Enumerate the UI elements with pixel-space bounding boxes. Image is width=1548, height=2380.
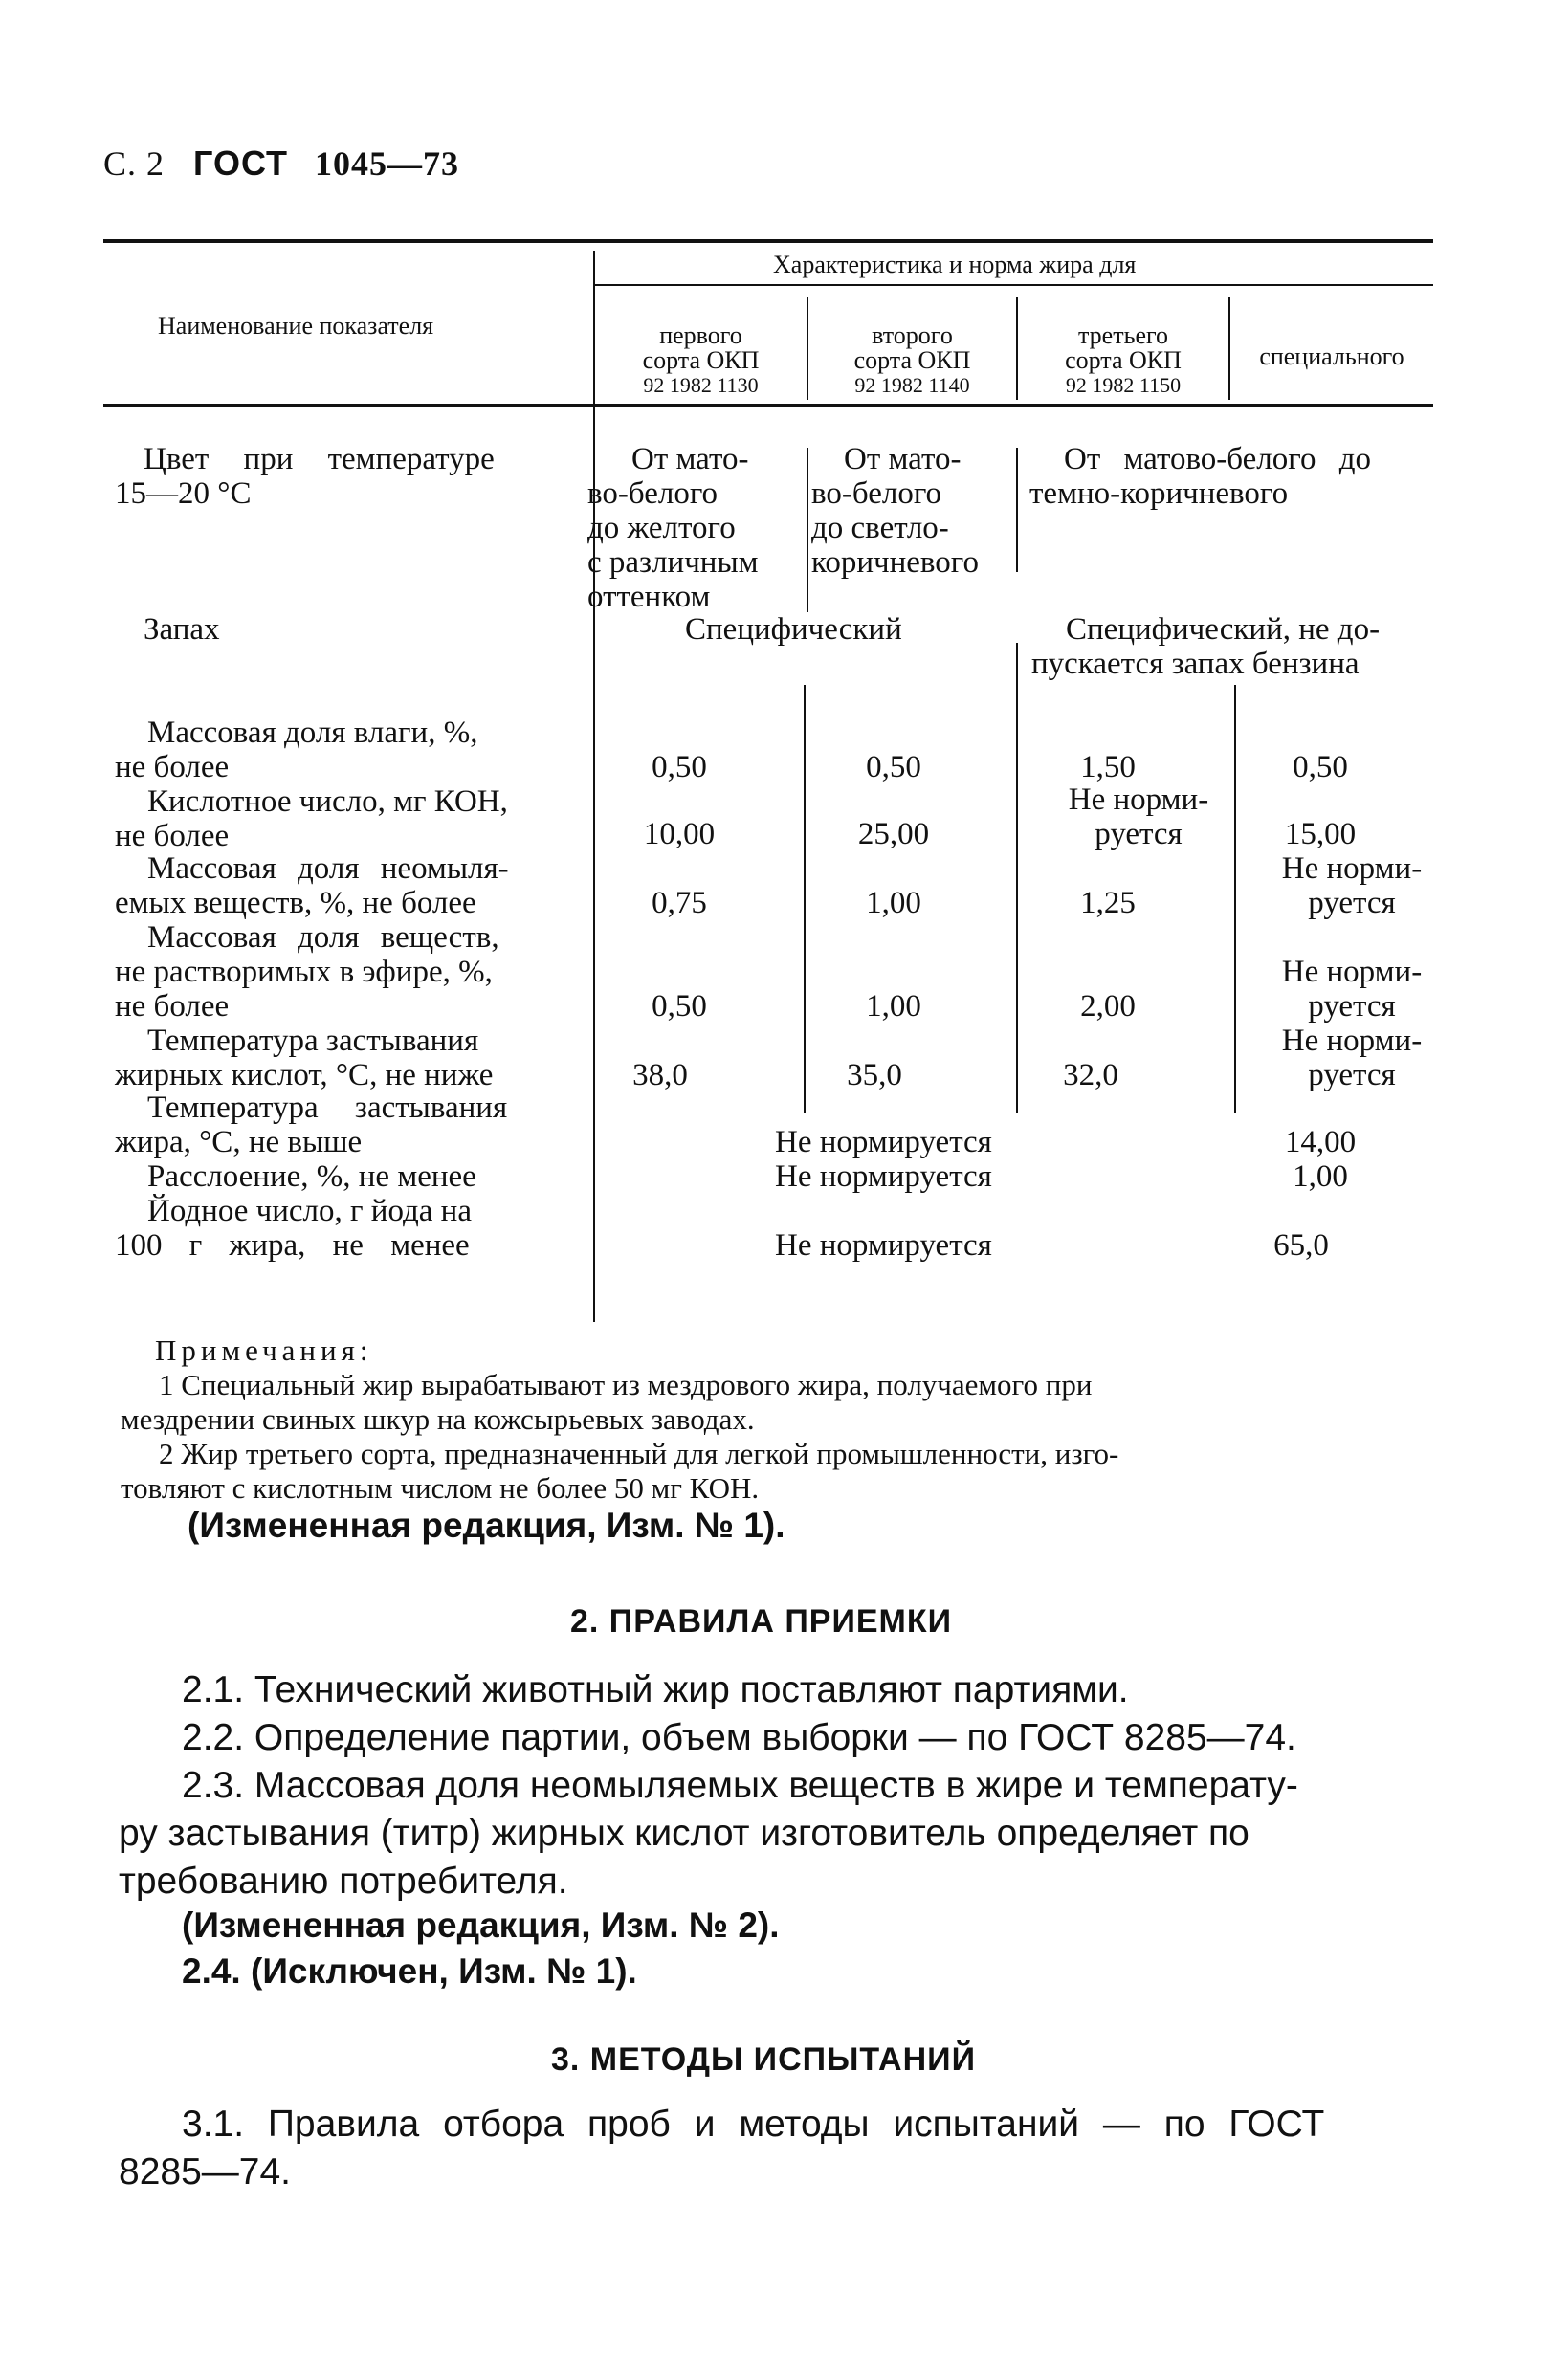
- insol-second: 1,00: [866, 989, 921, 1024]
- standard-label: ГОСТ: [193, 143, 289, 183]
- row-smell-third-special: Специфический, не до- пускается запах бензина: [1031, 612, 1381, 681]
- unsap-third: 1,25: [1080, 886, 1136, 920]
- page-header: [103, 143, 459, 184]
- section-2-item-3: 2.3. Массовая доля неомыляемых веществ в жире и температу- ру застывания (титр) жирных кислот изготовитель определяет по требованию потребителя.: [119, 1765, 1298, 1902]
- insol-first: 0,50: [652, 989, 707, 1024]
- titre-second: 35,0: [847, 1058, 902, 1092]
- fattemp-first-third: Не нормируется: [775, 1125, 992, 1159]
- acid-second: 25,00: [857, 817, 930, 851]
- iodine-first-third: Не нормируется: [775, 1228, 992, 1263]
- note-1: 1 Специальный жир вырабатывают из мездрового жира, получаемого при мездрении свиных шкур на кожсырьевых заводах.: [121, 1368, 1093, 1436]
- acid-first: 10,00: [643, 817, 716, 851]
- row-unsap-name: Массовая доля неомыля- емых веществ, %, не более: [115, 851, 509, 920]
- row-fattemp-name: Температура застывания жира, °С, не выше: [115, 1091, 508, 1159]
- separation-special: 1,00: [1293, 1159, 1348, 1194]
- titre-first: 38,0: [632, 1058, 688, 1092]
- unsap-special: Не норми- руется: [1281, 851, 1423, 920]
- col-header-first: первого сорта ОКП 92 1982 1130: [642, 321, 760, 397]
- row-smell-name: Запах: [144, 612, 220, 647]
- group-header-rule: [595, 284, 1433, 286]
- row-separation-name: Расслоение, %, не менее: [147, 1159, 476, 1194]
- section-2-item-4: 2.4. (Исключен, Изм. № 1).: [182, 1951, 637, 1991]
- col-header-special: специального: [1259, 342, 1404, 370]
- titre-third: 32,0: [1063, 1058, 1118, 1092]
- col-divider-3-values: [1016, 643, 1018, 1113]
- row-color-name: Цвет при температуре 15—20 °С: [115, 442, 495, 511]
- group-header: Характеристика и норма жира для: [773, 251, 1137, 278]
- titre-special: Не норми- руется: [1281, 1024, 1423, 1092]
- separation-first-third: Не нормируется: [775, 1159, 992, 1194]
- col-divider-2-values: [804, 685, 806, 1113]
- section-2-title: 2. ПРАВИЛА ПРИЕМКИ: [570, 1603, 953, 1640]
- table-top-rule: [103, 239, 1433, 243]
- unsap-first: 0,75: [652, 886, 707, 920]
- moisture-first: 0,50: [652, 750, 707, 784]
- notes-title: Примечания:: [155, 1333, 373, 1367]
- note-2: 2 Жир третьего сорта, предназначенный для легкой промышленности, изго- товляют с кислотным числом не более 50 мг КОН.: [121, 1437, 1119, 1505]
- iodine-special: 65,0: [1273, 1228, 1329, 1263]
- col-header-third: третьего сорта ОКП 92 1982 1150: [1065, 321, 1182, 397]
- insol-third: 2,00: [1080, 989, 1136, 1024]
- section-3-item-1: 3.1. Правила отбора проб и методы испытаний — по ГОСТ 8285—74.: [119, 2104, 1325, 2193]
- col-header-second: второго сорта ОКП 92 1982 1140: [853, 321, 971, 397]
- moisture-special: 0,50: [1293, 750, 1348, 784]
- acid-third: Не норми- руется: [1068, 782, 1209, 851]
- row-color-second: От мато- во-белого до светло- коричневого: [811, 442, 979, 580]
- col-divider-2-color: [807, 448, 808, 612]
- col-divider-3-color: [1016, 448, 1018, 572]
- amendment-note-1: (Измененная редакция, Изм. № 1).: [188, 1506, 785, 1545]
- section-3-title: 3. МЕТОДЫ ИСПЫТАНИЙ: [551, 2041, 976, 2078]
- page-number: С. 2: [103, 144, 166, 183]
- row-titre-name: Температура застывания жирных кислот, °С, не ниже: [115, 1024, 494, 1092]
- moisture-third: 1,50: [1080, 750, 1136, 784]
- row-insol-name: Массовая доля веществ, не растворимых в эфире, %, не более: [115, 920, 499, 1024]
- standard-number: 1045—73: [315, 144, 460, 183]
- col-divider-1: [593, 251, 595, 1322]
- row-moisture-name: Массовая доля влаги, %, не более: [115, 716, 478, 784]
- row-acid-name: Кислотное число, мг КОН, не более: [115, 784, 508, 853]
- row-color-first: От мато- во-белого до желтого с различным оттенком: [587, 442, 759, 614]
- amendment-note-2: (Измененная редакция, Изм. № 2).: [182, 1906, 780, 1945]
- unsap-second: 1,00: [866, 886, 921, 920]
- row-iodine-name: Йодное число, г йода на 100 г жира, не менее: [115, 1194, 472, 1263]
- moisture-second: 0,50: [866, 750, 921, 784]
- section-2-item-1: 2.1. Технический животный жир поставляют партиями.: [182, 1669, 1129, 1710]
- fattemp-special: 14,00: [1284, 1125, 1357, 1159]
- acid-special: 15,00: [1284, 817, 1357, 851]
- header-bottom-rule: [103, 404, 1433, 407]
- param-column-header: Наименование показателя: [158, 312, 434, 340]
- col-divider-4-values: [1234, 685, 1236, 1113]
- insol-special: Не норми- руется: [1281, 955, 1423, 1024]
- section-2-item-2: 2.2. Определение партии, объем выборки — по ГОСТ 8285—74.: [182, 1717, 1296, 1758]
- row-smell-first-second: Специфический: [685, 612, 902, 647]
- row-color-third-special: От матово-белого до темно-коричневого: [1029, 442, 1372, 511]
